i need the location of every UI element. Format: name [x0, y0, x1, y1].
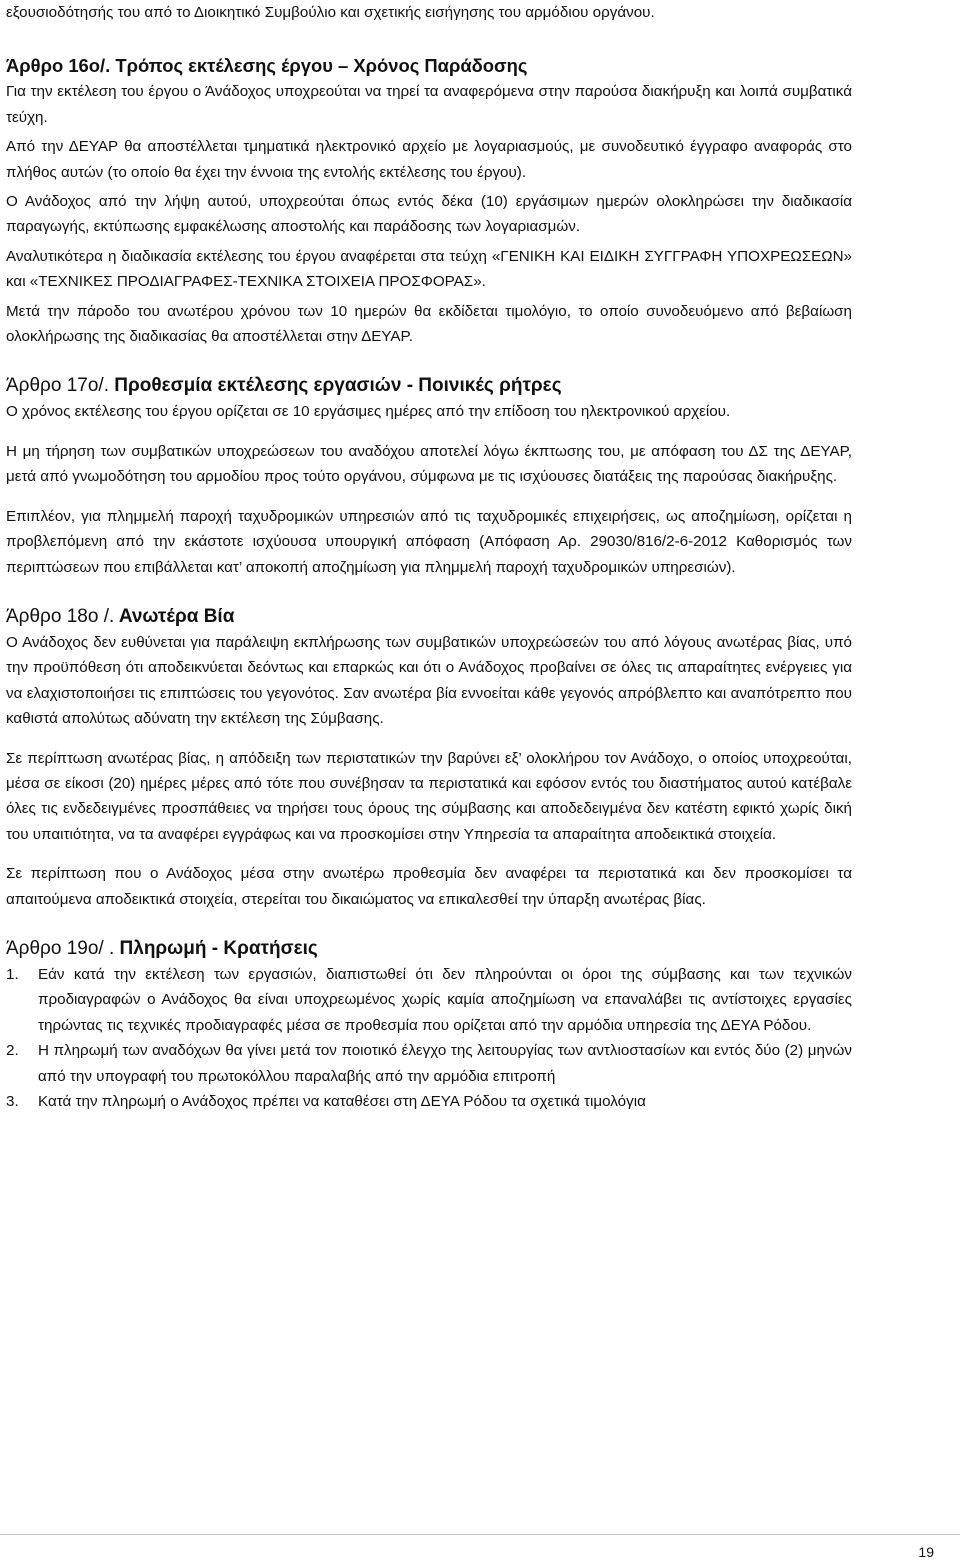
article-16-paragraph-3: Ο Ανάδοχος από την λήψη αυτού, υποχρεούται όπως εντός δέκα (10) εργάσιμων ημερών ολοκληρώσει την διαδικασία παραγωγής, εκτύπωσης εμφακέλωσης αποστολής και παράδοσης των λογαριασμών. — [6, 193, 852, 236]
list-item-text: Η πληρωμή των αναδόχων θα γίνει μετά τον ποιοτικό έλεγχο της λειτουργίας των αντλιοστασίων και εντός δύο (2) μηνών από την υπογραφή του πρωτοκόλλου παραλαβής από την αρμόδια επιτροπή — [38, 1042, 852, 1085]
article-19-number: Άρθρο 19ο/ . — [6, 937, 115, 959]
article-17-paragraph-2: Η μη τήρηση των συμβατικών υποχρεώσεων του αναδόχου αποτελεί λόγω έκπτωσης του, με απόφαση του ΔΣ της ΔΕΥΑΡ, μετά από γνωμοδότηση του αρμοδίου προς τούτο οργάνου, σύμφωνα με τις ισχύουσες διατάξεις της παρούσας διακήρυξης. — [6, 442, 852, 486]
article-16-paragraph-1: Για την εκτέλεση του έργου ο Άνάδοχος υποχρεούται να τηρεί τα αναφερόμενα στην παρούσα διακήρυξη και λοιπά συμβατικά τεύχη. — [6, 83, 852, 126]
list-item — [6, 962, 852, 1038]
article-16-heading — [6, 53, 852, 79]
article-16-paragraph-5: Μετά την πάροδο του ανωτέρου χρόνου των 10 ημερών θα εκδίδεται τιμολόγιο, το οποίο συνοδευόμενο από βεβαίωση ολοκλήρωσης της διαδικασίας θα αποστέλλεται στην ΔΕΥΑΡ. — [6, 302, 852, 346]
list-item-text: Εάν κατά την εκτέλεση των εργασιών, διαπιστωθεί ότι δεν πληρούνται οι όροι της σύμβασης και των τεχνικών προδιαγραφών ο Ανάδοχος θα είναι υποχρεωμένος χωρίς καμία αποζημίωση να επαναλάβει τις αντίστοιχες εργασίες τηρώντας τις τεχνικές προδιαγραφές μέσα σε προθεσμία που ορίζεται από την αρμόδια υπηρεσία της ΔΕΥΑ Ρόδου. — [38, 965, 852, 1034]
footer-divider — [0, 1534, 960, 1535]
article-18-paragraph-3: Σε περίπτωση που ο Ανάδοχος μέσα στην ανωτέρω προθεσμία δεν αναφέρει τα περιστατικά και δεν προσκομίσει τα απαιτούμενα αποδεικτικά στοιχεία, στερείται του δικαιώματος να επικαλεσθεί την ύπαρξη ανωτέρας βίας. — [6, 865, 852, 908]
article-16-paragraph-2: Από την ΔΕΥΑΡ θα αποστέλλεται τμηματικά ηλεκτρονικό αρχείο με λογαριασμούς, με συνοδευτικό έγγραφο αναφοράς στο πλήθος αυτών (το οποίο θα έχει την έννοια της εντολής εκτέλεσης του έργου). — [6, 138, 852, 181]
article-18-title: Ανωτέρα Βία — [118, 605, 235, 627]
article-18-number: Άρθρο 18ο /. — [6, 605, 115, 627]
article-18-heading — [6, 604, 852, 630]
article-17-number: Άρθρο 17ο/. — [6, 375, 109, 397]
article-17-title: Προθεσμία εκτέλεσης εργασιών - Ποινικές ρήτρες — [114, 375, 562, 397]
list-item-number: 2. — [6, 1042, 19, 1060]
article-18-paragraph-1: Ο Ανάδοχος δεν ευθύνεται για παράλειψη εκπλήρωσης των συμβατικών υποχρεώσεών του από λόγους ανωτέρας βίας, υπό την προϋπόθεση ότι αποδεικνύεται δεόντως και επαρκώς και ότι ο Ανάδοχος προβαίνει σε όλες τις απαραίτητες ενέργειες για να ελαχιστοποιήσει τις επιπτώσεις του γεγονότος. Σαν ανωτέρα βία εννοείται κάθε γεγονός απρόβλεπτο και αναπότρεπτο που καθιστά απολύτως αδύνατη την εκτέλεση της Σύμβασης. — [6, 633, 852, 728]
list-item-number: 1. — [6, 965, 19, 983]
article-16-paragraph-4: Αναλυτικότερα η διαδικασία εκτέλεσης του έργου αναφέρεται στα τεύχη «ΓΕΝΙΚΗ ΚΑΙ ΕΙΔΙΚΗ ΣΥΓΓΡΑΦΗ ΥΠΟΧΡΕΩΣΕΩΝ» και «ΤΕΧΝΙΚΕΣ ΠΡΟΔΙΑΓΡΑΦΕΣ-ΤΕΧΝΙΚΑ ΣΤΟΙΧΕΙΑ ΠΡΟΣΦΟΡΑΣ». — [6, 247, 852, 291]
article-18-paragraph-2: Σε περίπτωση ανωτέρας βίας, η απόδειξη των περιστατικών την βαρύνει εξ’ ολοκλήρου τον Ανάδοχο, ο οποίος υποχρεούται, μέσα σε είκοσι (20) ημέρες μέρες από τότε που συνέβησαν τα περιστατικά και εφόσον εντός του διαστήματος αυτού κατέβαλε όλες τις ενδεδειγμένες προσπάθειες να τηρήσει τους όρους της σύμβασης και αποδεδειγμένα δεν κατέστη εφικτό χωρίς δική του υπαιτιότητα, να τα αναφέρει εγγράφως και να προσκομίσει στην Υπηρεσία τα απαραίτητα αποδεικτικά στοιχεία. — [6, 749, 852, 843]
article-19-list — [6, 962, 852, 1114]
list-item — [6, 1038, 852, 1089]
article-19-heading — [6, 936, 852, 962]
intro-paragraph: εξουσιοδότησής του από το Διοικητικό Συμβούλιο και σχετικής εισήγησης του αρμόδιου οργάνου. — [6, 4, 655, 21]
article-19-title: Πληρωμή - Κρατήσεις — [119, 937, 318, 959]
list-item-number: 3. — [6, 1093, 19, 1110]
list-item — [6, 1089, 852, 1114]
article-16-heading-text: Άρθρο 16ο/. Τρόπος εκτέλεσης έργου – Χρόνος Παράδοσης — [6, 55, 528, 77]
document-body — [6, 0, 852, 1114]
article-17-paragraph-3: Επιπλέον, για πλημμελή παροχή ταχυδρομικών υπηρεσιών από τις ταχυδρομικές επιχειρήσεις, ως αποζημίωση, ορίζεται η προβλεπόμενη από την εκάστοτε ισχύουσα υπουργική απόφαση (Απόφαση Αρ. 29030/816/2-6-2012 Καθορισμός των περιπτώσεων που επιβάλλεται κατ’ αποκοπή αποζημίωση για πλημμελή παροχή ταχυδρομικών υπηρεσιών). — [6, 507, 852, 576]
article-17-heading — [6, 373, 852, 399]
page-number: 19 — [918, 1544, 934, 1560]
list-item-text: Κατά την πληρωμή ο Ανάδοχος πρέπει να καταθέσει στη ΔΕΥΑ Ρόδου τα σχετικά τιμολόγια — [38, 1093, 646, 1110]
article-17-paragraph-1: Ο χρόνος εκτέλεσης του έργου ορίζεται σε 10 εργάσιμες ημέρες από την επίδοση του ηλεκτρονικού αρχείου. — [6, 403, 731, 421]
